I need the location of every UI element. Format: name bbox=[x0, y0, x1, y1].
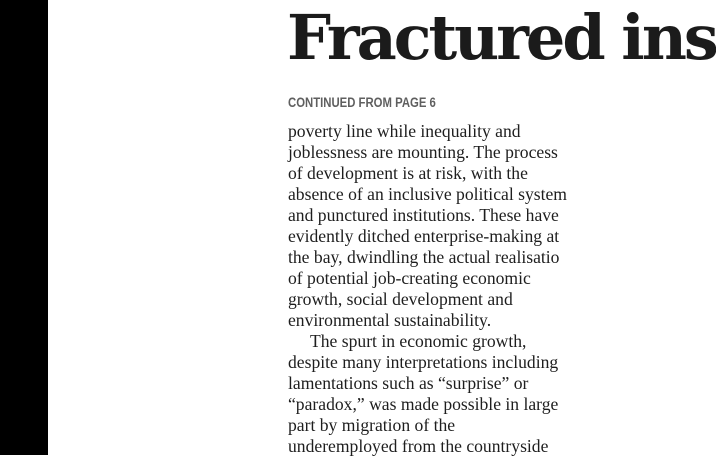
text-line: lamentations such as “surprise” or bbox=[288, 373, 529, 393]
text-line: of potential job-creating economic bbox=[288, 268, 531, 288]
article-headline: Fractured ins bbox=[287, 1, 716, 74]
text-line: evidently ditched enterprise-making at bbox=[288, 226, 560, 246]
paragraph-1 bbox=[288, 121, 608, 331]
text-line: the bay, dwindling the actual realisatio bbox=[288, 247, 560, 267]
text-line: environmental sustainability. bbox=[288, 310, 492, 330]
text-line: “paradox,” was made possible in large bbox=[288, 394, 559, 414]
text-line: growth, social development and bbox=[288, 289, 513, 309]
text-line: underemployed from the countryside bbox=[288, 436, 549, 456]
text-line: The spurt in economic growth, bbox=[310, 331, 527, 351]
continued-from-label: CONTINUED FROM PAGE 6 bbox=[288, 95, 436, 110]
text-line: of development is at risk, with the bbox=[288, 163, 528, 183]
paragraph-2 bbox=[288, 331, 608, 457]
text-line: part by migration of the bbox=[288, 415, 456, 435]
text-line: absence of an inclusive political system bbox=[288, 184, 567, 204]
text-line: despite many interpretations including bbox=[288, 352, 559, 372]
text-line: and punctured institutions. These have bbox=[288, 205, 559, 225]
text-line: poverty line while inequality and bbox=[288, 121, 521, 141]
newspaper-page bbox=[48, 0, 716, 456]
article-body bbox=[288, 121, 608, 457]
left-margin-bar bbox=[0, 0, 48, 455]
text-line: joblessness are mounting. The process bbox=[288, 142, 558, 162]
